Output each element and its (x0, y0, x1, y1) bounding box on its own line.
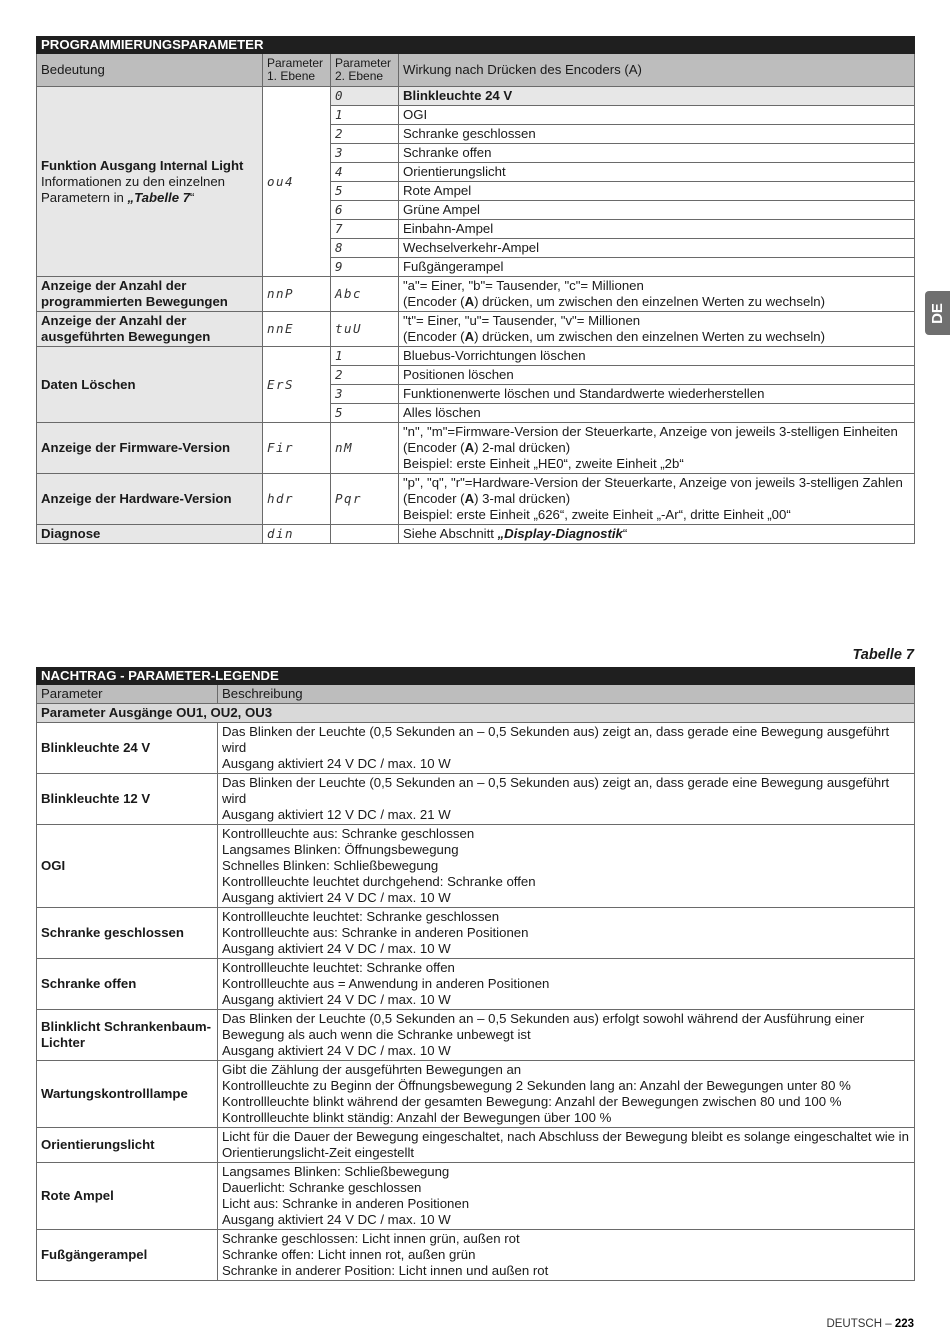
param-title: Funktion Ausgang Internal Light (41, 157, 244, 173)
option-value: 2 (331, 125, 399, 144)
legend-description: Schranke geschlossen: Licht innen grün, außen rot Schranke offen: Licht innen rot, außen grün Schranke in anderer Position: Licht innen und außen rot (218, 1230, 915, 1281)
param-effect (399, 474, 915, 525)
param-code: din (263, 525, 331, 544)
section-row (37, 704, 915, 723)
page-number: 223 (894, 1318, 914, 1330)
table-title: NACHTRAG - PARAMETER-LEGENDE (37, 668, 915, 685)
option-value: 9 (331, 258, 399, 277)
param-value (331, 525, 399, 544)
option-text: Bluebus-Vorrichtungen löschen (399, 347, 915, 366)
param-value: Abc (331, 277, 399, 312)
option-text: Rote Ampel (399, 182, 915, 201)
param-effect (399, 312, 915, 347)
option-text: Funktionenwerte löschen und Standardwerte wiederherstellen (399, 385, 915, 404)
legend-description: Kontrollleuchte leuchtet: Schranke offen Kontrollleuchte aus = Anwendung in anderen Positionen Ausgang aktiviert 24 V DC / max. 10 W (218, 959, 915, 1010)
param-label: Anzeige der Hardware-Version (37, 474, 263, 525)
section-title: Parameter Ausgänge OU1, OU2, OU3 (37, 704, 915, 723)
effect-line: (Encoder (A) drücken, um zwischen den einzelnen Werten zu wechseln) (403, 329, 825, 344)
effect-line: Beispiel: erste Einheit „626“, zweite Einheit „-Ar“, dritte Einheit „00“ (403, 507, 791, 522)
legend-name: Fußgängerampel (37, 1230, 218, 1281)
language-tab-label: DE (929, 302, 946, 324)
option-text: OGI (399, 106, 915, 125)
option-value: 0 (331, 87, 399, 106)
page-footer (826, 1318, 914, 1330)
table-header-row (37, 685, 915, 704)
option-value: 8 (331, 239, 399, 258)
legend-name: Wartungskontrolllampe (37, 1061, 218, 1128)
param-label: Diagnose (37, 525, 263, 544)
legend-description: Gibt die Zählung der ausgeführten Bewegungen an Kontrollleuchte zu Beginn der Öffnungsbewegung 2 Sekunden lang an: Anzahl der Bewegungen unter 80 % Kontrollleuchte blinkt während der gesamten Bewegung: Anzahl der Bewegungen zwischen 80 und 100 % Kontrollleuchte blinkt ständig: Anzahl der Bewegungen über 100 % (218, 1061, 915, 1128)
option-text: Blinkleuchte 24 V (399, 87, 915, 106)
param-code: nnE (263, 312, 331, 347)
param-label: Anzeige der Firmware-Version (37, 423, 263, 474)
param-label: Anzeige der Anzahl der programmierten Bewegungen (37, 277, 263, 312)
legend-description: Licht für die Dauer der Bewegung eingeschaltet, nach Abschluss der Bewegung bleibt es solange eingeschaltet wie in Orientierungslicht-Zeit eingestellt (218, 1128, 915, 1163)
legend-description: Langsames Blinken: Schließbewegung Dauerlicht: Schranke geschlossen Licht aus: Schranke in anderen Positionen Ausgang aktiviert 24 V DC / max. 10 W (218, 1163, 915, 1230)
effect-line: "a"= Einer, "b"= Tausender, "c"= Millionen (403, 278, 644, 293)
param-label (37, 87, 263, 277)
section-reference: „Display-Diagnostik (497, 526, 623, 541)
option-text: Einbahn-Ampel (399, 220, 915, 239)
option-value: 4 (331, 163, 399, 182)
table-row (37, 908, 915, 959)
param-effect: Siehe Abschnitt „Display-Diagnostik“ (399, 525, 915, 544)
option-row (37, 347, 915, 366)
param-effect (399, 423, 915, 474)
param-value: tuU (331, 312, 399, 347)
legend-name: Blinklicht Schrankenbaum-Lichter (37, 1010, 218, 1061)
table-row (37, 959, 915, 1010)
effect-line: (Encoder (A) 2-mal drücken) (403, 440, 571, 455)
option-text: Orientierungslicht (399, 163, 915, 182)
option-value: 7 (331, 220, 399, 239)
header-meaning: Bedeutung (37, 54, 263, 87)
option-row (37, 87, 915, 106)
table-row (37, 723, 915, 774)
option-value: 2 (331, 366, 399, 385)
param-code: Fir (263, 423, 331, 474)
effect-line: "p", "q", "r"=Hardware-Version der Steuerkarte, Anzeige von jeweils 3-stelligen Zahlen (403, 475, 903, 490)
header-level2: Parameter 2. Ebene (331, 54, 399, 87)
table-row (37, 774, 915, 825)
language-tab (925, 291, 950, 335)
param-code: ou4 (263, 87, 331, 277)
legend-name: Rote Ampel (37, 1163, 218, 1230)
legend-description: Kontrollleuchte aus: Schranke geschlossen Langsames Blinken: Öffnungsbewegung Schnelles Blinken: Schließbewegung Kontrollleuchte leuchtet durchgehend: Schranke offen Ausgang aktiviert 24 V DC / max. 10 W (218, 825, 915, 908)
table-row (37, 1128, 915, 1163)
legend-name: Schranke offen (37, 959, 218, 1010)
option-value: 5 (331, 182, 399, 201)
table-row (37, 277, 915, 312)
header-effect: Wirkung nach Drücken des Encoders (A) (399, 54, 915, 87)
legend-description: Kontrollleuchte leuchtet: Schranke geschlossen Kontrollleuchte aus: Schranke in anderen Positionen Ausgang aktiviert 24 V DC / max. 10 W (218, 908, 915, 959)
table-row (37, 1230, 915, 1281)
param-code: ErS (263, 347, 331, 423)
option-value: 3 (331, 144, 399, 163)
legend-name: OGI (37, 825, 218, 908)
option-value: 3 (331, 385, 399, 404)
table-row (37, 1061, 915, 1128)
param-value: Pqr (331, 474, 399, 525)
param-description: Informationen zu den einzelnen Parametern in „Tabelle 7“ (41, 173, 226, 205)
option-text: Schranke offen (399, 144, 915, 163)
table-row (37, 525, 915, 544)
option-value: 1 (331, 347, 399, 366)
option-text: Schranke geschlossen (399, 125, 915, 144)
table-row (37, 825, 915, 908)
table-title: PROGRAMMIERUNGSPARAMETER (37, 37, 915, 54)
option-value: 5 (331, 404, 399, 423)
option-text: Grüne Ampel (399, 201, 915, 220)
table-caption: Tabelle 7 (852, 647, 914, 663)
table-row (37, 1163, 915, 1230)
table-title-row (37, 668, 915, 685)
option-value: 6 (331, 201, 399, 220)
effect-line: "t"= Einer, "u"= Tausender, "v"= Millionen (403, 313, 641, 328)
param-label: Anzeige der Anzahl der ausgeführten Bewegungen (37, 312, 263, 347)
header-parameter: Parameter (37, 685, 218, 704)
legend-description: Das Blinken der Leuchte (0,5 Sekunden an – 0,5 Sekunden aus) zeigt an, dass gerade eine Bewegung ausgeführt wird Ausgang aktiviert 24 V DC / max. 10 W (218, 723, 915, 774)
effect-line: Beispiel: erste Einheit „HE0“, zweite Einheit „2b“ (403, 456, 684, 471)
option-text: Wechselverkehr-Ampel (399, 239, 915, 258)
legend-name: Orientierungslicht (37, 1128, 218, 1163)
table-title-row (37, 37, 915, 54)
effect-line: (Encoder (A) drücken, um zwischen den einzelnen Werten zu wechseln) (403, 294, 825, 309)
option-text: Positionen löschen (399, 366, 915, 385)
legend-description: Das Blinken der Leuchte (0,5 Sekunden an – 0,5 Sekunden aus) zeigt an, dass gerade eine Bewegung ausgeführt wird Ausgang aktiviert 12 V DC / max. 21 W (218, 774, 915, 825)
param-effect (399, 277, 915, 312)
programming-parameters-table (36, 36, 915, 544)
effect-line: "n", "m"=Firmware-Version der Steuerkarte, Anzeige von jeweils 3-stelligen Einheiten (403, 424, 898, 439)
table-row (37, 474, 915, 525)
param-label: Daten Löschen (37, 347, 263, 423)
option-value: 1 (331, 106, 399, 125)
param-code: hdr (263, 474, 331, 525)
option-text: Alles löschen (399, 404, 915, 423)
table-row (37, 1010, 915, 1061)
legend-name: Blinkleuchte 12 V (37, 774, 218, 825)
table-header-row (37, 54, 915, 87)
effect-line: (Encoder (A) 3-mal drücken) (403, 491, 571, 506)
header-description: Beschreibung (218, 685, 915, 704)
param-code: nnP (263, 277, 331, 312)
table-row (37, 312, 915, 347)
footer-language: DEUTSCH – (826, 1318, 895, 1330)
table-reference: „Tabelle 7 (127, 189, 191, 205)
legend-description: Das Blinken der Leuchte (0,5 Sekunden an – 0,5 Sekunden aus) erfolgt sowohl während der Ausführung einer Bewegung als auch wenn die Schranke unbewegt ist Ausgang aktiviert 24 V DC / max. 10 W (218, 1010, 915, 1061)
parameter-legend-table (36, 667, 915, 1281)
header-level1: Parameter 1. Ebene (263, 54, 331, 87)
param-value: nM (331, 423, 399, 474)
table-row (37, 423, 915, 474)
legend-name: Schranke geschlossen (37, 908, 218, 959)
option-text: Fußgängerampel (399, 258, 915, 277)
legend-name: Blinkleuchte 24 V (37, 723, 218, 774)
